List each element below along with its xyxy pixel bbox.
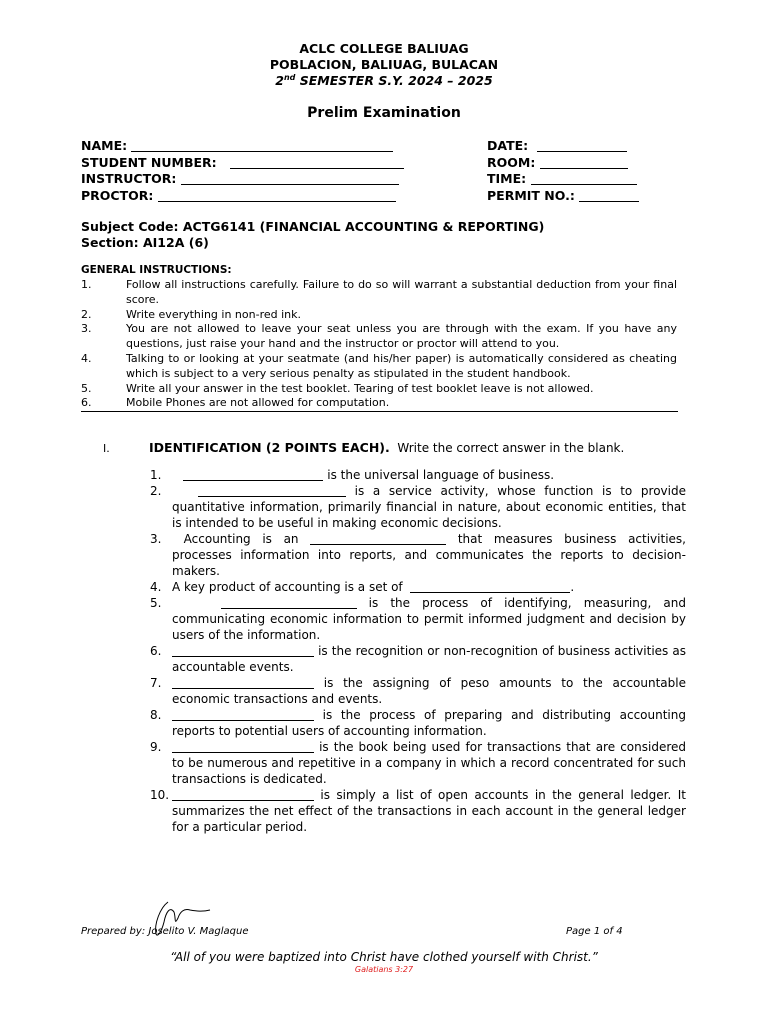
- question-text: is the process of preparing and distributing accounting reports to potential users of accounting information.: [172, 708, 686, 738]
- bible-quote: “All of you were baptized into Christ have clothed yourself with Christ.”: [170, 950, 598, 964]
- question-text: is the book being used for transactions that are considered to be numerous and repetitive in a company in which a record concentrated for such transactions is dedicated.: [172, 740, 686, 786]
- question-text-before: A key product of accounting is a set of: [172, 580, 407, 594]
- question-item: [148, 787, 686, 835]
- instruction-item: [81, 278, 677, 308]
- instruction-item: [81, 396, 677, 411]
- page-number: Page 1 of 4: [566, 926, 623, 937]
- time-field[interactable]: [487, 171, 637, 186]
- instructions-title: GENERAL INSTRUCTIONS:: [81, 264, 232, 276]
- section-instruction: Write the correct answer in the blank.: [397, 441, 625, 455]
- permit-blank[interactable]: [579, 189, 639, 202]
- question-number: 10.: [150, 788, 170, 802]
- student-number-field[interactable]: [81, 155, 404, 170]
- section-number: I.: [103, 442, 110, 455]
- date-blank[interactable]: [537, 139, 627, 152]
- instruction-text: Mobile Phones are not allowed for computation.: [126, 396, 390, 410]
- question-number: 3.: [150, 532, 162, 546]
- instruction-number: 6.: [81, 396, 92, 410]
- exam-title: Prelim Examination: [307, 105, 461, 121]
- instruction-item: [81, 308, 677, 323]
- answer-blank[interactable]: [410, 580, 570, 593]
- question-item: [148, 643, 686, 675]
- question-item: [148, 739, 686, 787]
- room-blank[interactable]: [540, 156, 628, 169]
- answer-blank[interactable]: [172, 740, 314, 753]
- instructor-label: INSTRUCTOR:: [81, 171, 177, 186]
- semester-text: SEMESTER S.Y. 2024 – 2025: [295, 73, 493, 89]
- answer-blank[interactable]: [172, 676, 314, 689]
- instructions-divider: [81, 411, 678, 412]
- question-number: 2.: [150, 484, 162, 498]
- answer-blank[interactable]: [172, 788, 314, 801]
- question-item: [148, 483, 686, 531]
- question-text: is the recognition or non-recognition of business activities as accountable events.: [172, 644, 686, 674]
- instruction-text: Write everything in non-red ink.: [126, 307, 301, 321]
- name-blank[interactable]: [131, 139, 393, 152]
- instruction-number: 3.: [81, 322, 92, 336]
- instruction-text: You are not allowed to leave your seat unless you are through with the exam. If you have any questions, just raise your hand and the instructor or proctor will attend to you.: [126, 322, 677, 351]
- answer-blank[interactable]: [221, 596, 357, 609]
- question-text: .: [570, 580, 575, 594]
- student-number-label: STUDENT NUMBER:: [81, 154, 217, 170]
- answer-blank[interactable]: [183, 468, 323, 481]
- answer-blank[interactable]: [310, 532, 446, 545]
- section-title: IDENTIFICATION (2 POINTS EACH).: [149, 440, 390, 455]
- semester-line: [0, 73, 768, 88]
- student-info-fields: [81, 138, 681, 204]
- semester-ordinal-suffix: nd: [283, 73, 296, 82]
- section-code: Section: AI12A (6): [81, 235, 209, 250]
- question-text: is the universal language of business.: [323, 468, 555, 482]
- date-field[interactable]: [487, 138, 627, 153]
- question-text: is a service activity, whose function is to provide quantitative information, primarily financial in nature, about economic entities, that is intended to be useful in making economic decisions.: [172, 484, 686, 530]
- prepared-by: Prepared by: Joselito V. Maglaque: [81, 926, 249, 937]
- question-text: that measures business activities, processes information into reports, and communicates the reports to decision-makers.: [172, 532, 686, 578]
- instruction-number: 2.: [81, 307, 92, 321]
- time-label: TIME:: [487, 171, 527, 186]
- question-number: 7.: [150, 676, 162, 690]
- proctor-label: PROCTOR:: [81, 187, 154, 203]
- instructor-blank[interactable]: [181, 172, 399, 185]
- question-item: [148, 467, 686, 483]
- answer-blank[interactable]: [172, 644, 314, 657]
- question-item: [148, 531, 686, 579]
- room-label: ROOM:: [487, 154, 536, 170]
- question-number: 9.: [150, 740, 162, 754]
- question-text: is the process of identifying, measuring, and communicating economic information to permit informed judgment and decision by users of the information.: [172, 596, 686, 642]
- bible-reference: Galatians 3:27: [354, 965, 414, 974]
- question-number: 5.: [150, 596, 162, 610]
- question-item: [148, 675, 686, 707]
- answer-blank[interactable]: [198, 484, 346, 497]
- instructor-field[interactable]: [81, 171, 399, 186]
- date-label: DATE:: [487, 138, 529, 153]
- subject-code: Subject Code: ACTG6141 (FINANCIAL ACCOUNTING & REPORTING): [81, 219, 545, 234]
- permit-label: PERMIT NO.:: [487, 187, 575, 203]
- instruction-number: 5.: [81, 381, 92, 395]
- student-number-blank[interactable]: [230, 156, 404, 169]
- instruction-text: Write all your answer in the test booklet. Tearing of test booklet leave is not allowed.: [126, 381, 594, 395]
- semester-ordinal: 2: [275, 73, 284, 89]
- question-number: 6.: [150, 644, 162, 658]
- instructions-list: [81, 278, 677, 411]
- instruction-item: [81, 382, 677, 397]
- question-text-before: Accounting is an: [183, 532, 311, 546]
- instruction-number: 4.: [81, 351, 92, 365]
- question-text: is the assigning of peso amounts to the accountable economic transactions and events.: [172, 676, 686, 706]
- proctor-field[interactable]: [81, 188, 396, 203]
- instruction-text: Follow all instructions carefully. Failure to do so will warrant a substantial deduction from your final score.: [126, 278, 677, 306]
- question-number: 4.: [150, 580, 162, 594]
- time-blank[interactable]: [531, 172, 637, 185]
- instruction-item: [81, 322, 677, 352]
- question-text: is simply a list of open accounts in the general ledger. It summarizes the net effect of the transactions in each account in the general ledger for a particular period.: [172, 788, 686, 834]
- answer-blank[interactable]: [172, 708, 314, 721]
- question-item: [148, 595, 686, 643]
- instruction-item: [81, 352, 677, 382]
- name-label: NAME:: [81, 138, 128, 153]
- subject-info: [81, 219, 544, 251]
- name-field[interactable]: [81, 138, 393, 153]
- question-item: [148, 707, 686, 739]
- question-list: [148, 467, 686, 835]
- college-name: ACLC COLLEGE BALIUAG: [299, 41, 469, 56]
- question-number: 8.: [150, 708, 162, 722]
- college-address: POBLACION, BALIUAG, BULACAN: [269, 57, 499, 72]
- room-field[interactable]: [487, 155, 628, 170]
- proctor-blank[interactable]: [158, 189, 396, 202]
- permit-field[interactable]: [487, 188, 639, 203]
- question-item: [148, 579, 686, 595]
- instruction-number: 1.: [81, 278, 92, 291]
- question-number: 1.: [150, 468, 162, 482]
- instruction-text: Talking to or looking at your seatmate (and his/her paper) is automatically considered as cheating which is subject to a very serious penalty as stipulated in the student handbook.: [126, 351, 677, 380]
- section-heading: [103, 440, 624, 455]
